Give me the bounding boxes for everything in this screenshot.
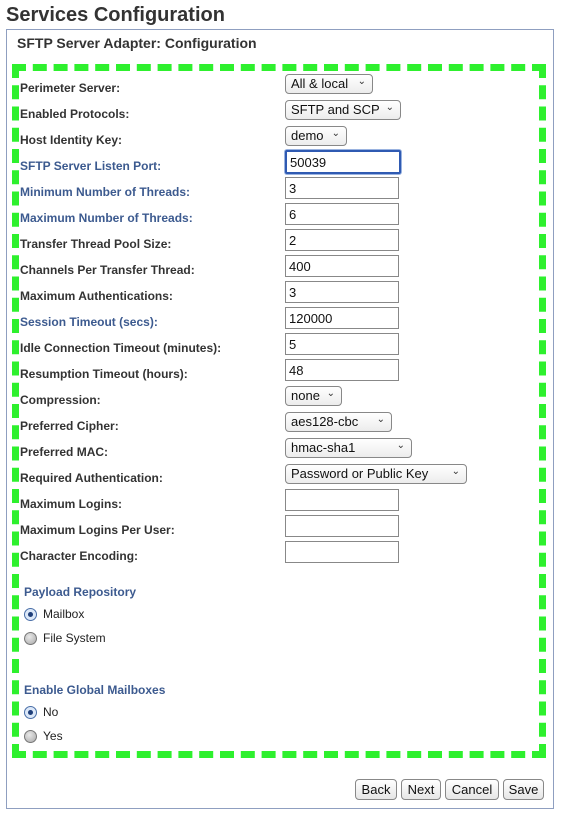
max-threads-label: Maximum Number of Threads: — [20, 211, 193, 225]
required-auth-select[interactable] — [285, 464, 467, 484]
char-encoding-input[interactable] — [285, 541, 399, 563]
char-encoding-label: Character Encoding: — [20, 549, 139, 563]
host-identity-key-select[interactable] — [285, 126, 347, 146]
next-button[interactable]: Next — [401, 779, 441, 800]
perimeter-server-select[interactable] — [285, 74, 373, 94]
cipher-select[interactable] — [285, 412, 392, 432]
chevron-down-icon: ⌄ — [376, 414, 385, 425]
session-timeout-input[interactable] — [285, 307, 399, 329]
compression-select[interactable] — [285, 386, 342, 406]
panel-title: SFTP Server Adapter: Configuration — [17, 35, 257, 51]
cipher-value: aes128-cbc — [291, 414, 359, 429]
transfer-pool-label: Transfer Thread Pool Size: — [20, 237, 172, 251]
resumption-timeout-label: Resumption Timeout (hours): — [20, 367, 188, 381]
max-auth-input[interactable] — [285, 281, 399, 303]
cancel-button[interactable]: Cancel — [445, 779, 499, 800]
mac-label: Preferred MAC: — [20, 445, 109, 459]
required-auth-value: Password or Public Key — [291, 466, 429, 481]
back-button[interactable]: Back — [355, 779, 397, 800]
channels-per-thread-input[interactable] — [285, 255, 399, 277]
perimeter-server-value: All & local — [291, 76, 349, 91]
perimeter-server-label: Perimeter Server: — [20, 81, 121, 95]
chevron-down-icon: ⌄ — [385, 102, 394, 113]
host-identity-key-label: Host Identity Key: — [20, 133, 123, 147]
compression-value: none — [291, 388, 320, 403]
page-title: Services Configuration — [6, 4, 225, 26]
max-threads-input[interactable] — [285, 203, 399, 225]
chevron-down-icon: ⌄ — [451, 466, 460, 477]
idle-timeout-label: Idle Connection Timeout (minutes): — [20, 341, 222, 355]
enabled-protocols-select[interactable] — [285, 100, 401, 120]
idle-timeout-input[interactable] — [285, 333, 399, 355]
mailbox-radio-label: Mailbox — [43, 607, 85, 621]
global-mailboxes-heading: Enable Global Mailboxes — [24, 683, 166, 697]
listen-port-input[interactable] — [285, 150, 401, 174]
cipher-label: Preferred Cipher: — [20, 419, 119, 433]
enabled-protocols-value: SFTP and SCP — [291, 102, 380, 117]
host-identity-key-value: demo — [291, 128, 324, 143]
required-auth-label: Required Authentication: — [20, 471, 163, 485]
min-threads-label: Minimum Number of Threads: — [20, 185, 191, 199]
max-auth-label: Maximum Authentications: — [20, 289, 173, 303]
enabled-protocols-label: Enabled Protocols: — [20, 107, 130, 121]
resumption-timeout-input[interactable] — [285, 359, 399, 381]
max-logins-user-label: Maximum Logins Per User: — [20, 523, 175, 537]
payload-repository-heading: Payload Repository — [24, 585, 137, 599]
chevron-down-icon: ⌄ — [357, 76, 366, 87]
yes-radio-label: Yes — [43, 729, 63, 743]
max-logins-input[interactable] — [285, 489, 399, 511]
mac-value: hmac-sha1 — [291, 440, 356, 455]
mac-select[interactable] — [285, 438, 412, 458]
no-radio[interactable] — [24, 706, 37, 719]
max-logins-user-input[interactable] — [285, 515, 399, 537]
session-timeout-label: Session Timeout (secs): — [20, 315, 158, 329]
compression-label: Compression: — [20, 393, 101, 407]
yes-radio[interactable] — [24, 730, 37, 743]
file-system-radio[interactable] — [24, 632, 37, 645]
save-button[interactable]: Save — [503, 779, 544, 800]
transfer-pool-input[interactable] — [285, 229, 399, 251]
listen-port-label: SFTP Server Listen Port: — [20, 159, 162, 173]
mailbox-radio[interactable] — [24, 608, 37, 621]
min-threads-input[interactable] — [285, 177, 399, 199]
chevron-down-icon: ⌄ — [331, 128, 340, 139]
channels-per-thread-label: Channels Per Transfer Thread: — [20, 263, 195, 277]
chevron-down-icon: ⌄ — [326, 388, 335, 399]
chevron-down-icon: ⌄ — [396, 440, 405, 451]
file-system-radio-label: File System — [43, 631, 106, 645]
no-radio-label: No — [43, 705, 59, 719]
max-logins-label: Maximum Logins: — [20, 497, 123, 511]
